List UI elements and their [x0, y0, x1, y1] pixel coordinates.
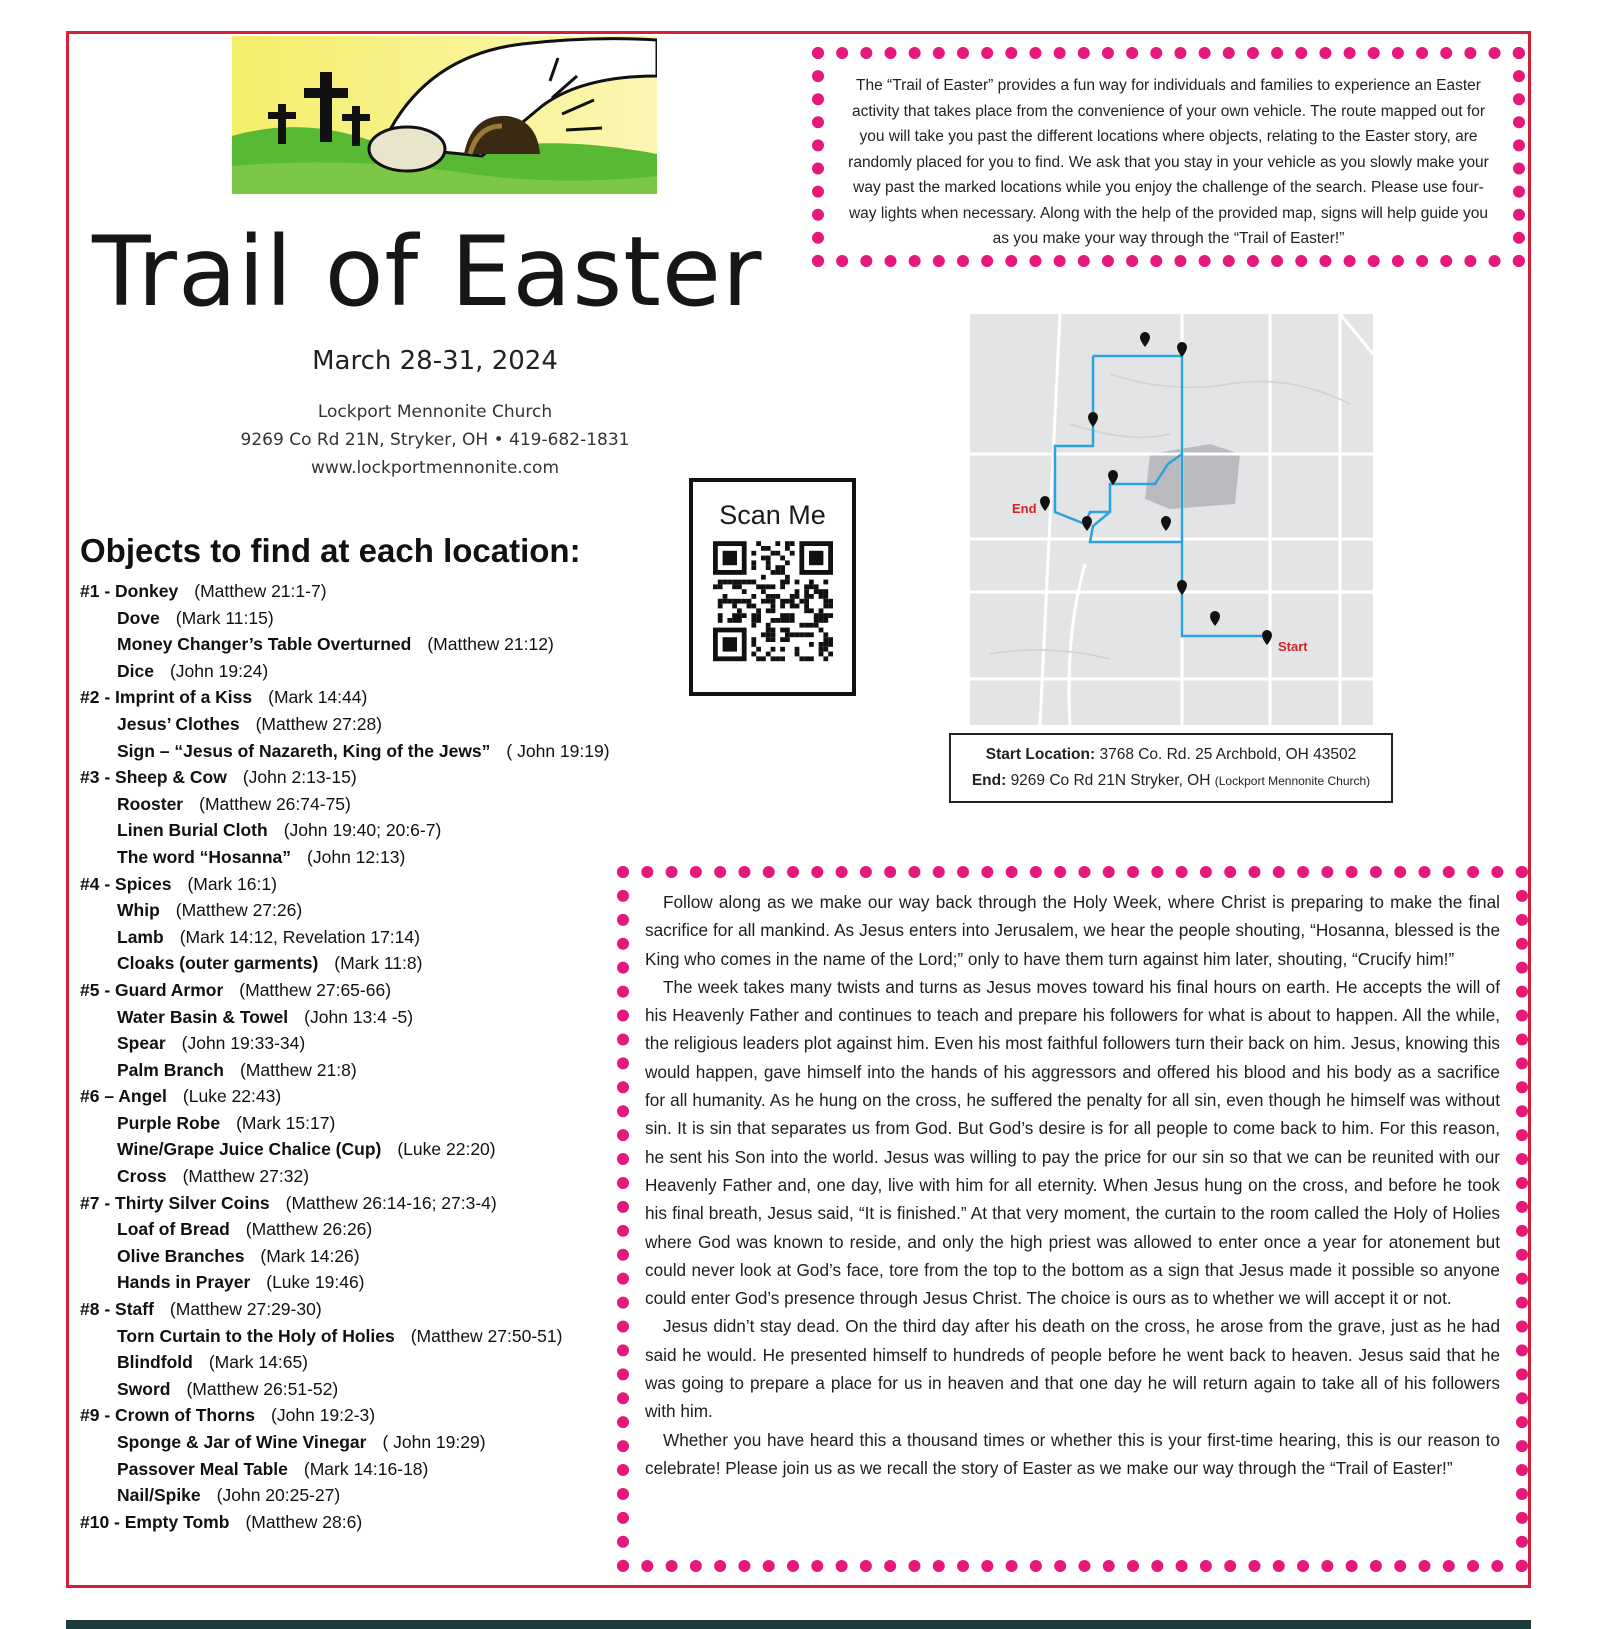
- object-item: [80, 605, 620, 632]
- object-item: [80, 791, 620, 818]
- object-name: Dove: [117, 607, 160, 628]
- object-reference: (Matthew 27:65-66): [239, 979, 392, 1000]
- object-reference: (Matthew 26:74-75): [199, 793, 351, 814]
- object-number: #1 -: [80, 581, 116, 601]
- story-paragraph: Whether you have heard this a thousand times or whether this is your first-time hearing, this is our reason to celebrate! Please join us as we recall the story of Easter as we make our way through the “Trail of Easter!”: [645, 1429, 1500, 1478]
- start-key: Start Location:: [985, 746, 1096, 763]
- route-map: [970, 314, 1373, 725]
- object-reference: (John 19:33-34): [181, 1033, 306, 1054]
- objects-heading: Objects to find at each location:: [80, 532, 581, 569]
- object-reference: (Matthew 26:51-52): [186, 1378, 339, 1399]
- object-reference: ( John 19:19): [506, 740, 610, 761]
- object-item: [80, 764, 620, 791]
- object-reference: (Matthew 21:12): [427, 634, 554, 655]
- object-item: [80, 1323, 620, 1350]
- object-name: Donkey: [115, 581, 179, 601]
- object-reference: (John 12:13): [307, 846, 406, 867]
- object-name: Torn Curtain to the Holy of Holies: [117, 1325, 395, 1346]
- object-item: [80, 924, 620, 951]
- object-reference: (John 2:13-15): [242, 767, 357, 788]
- object-reference: (Mark 14:65): [208, 1352, 309, 1373]
- object-item: [80, 1376, 620, 1403]
- object-number: #6 –: [80, 1086, 119, 1107]
- church-info: [220, 398, 650, 482]
- object-item: [80, 1216, 620, 1243]
- object-name: Rooster: [117, 793, 184, 814]
- object-item: [80, 977, 620, 1004]
- object-item: [80, 1429, 620, 1456]
- object-name: Wine/Grape Juice Chalice (Cup): [117, 1139, 382, 1160]
- object-name: Jesus’ Clothes: [117, 713, 240, 734]
- object-reference: (Matthew 27:26): [175, 900, 303, 921]
- intro-text: The “Trail of Easter” provides a fun way for individuals and families to experience an Easter activity that takes place from the convenience of your own vehicle. The route mapped out for you will take you past the different locations where objects, relating to the Easter story, are randomly placed for you to find. We ask that you stay in your vehicle as you slowly make your way past the marked locations while you enjoy the challenge of the search. Please use four-way lights when necessary. Along with the help of the provided map, signs will help guide you as you make your way through the “Trail of Easter!”: [848, 77, 1489, 247]
- object-item: [80, 1057, 620, 1084]
- event-date: March 28-31, 2024: [312, 346, 558, 376]
- empty-tomb-illustration: [232, 36, 657, 194]
- qr-caption: Scan Me: [719, 500, 826, 530]
- object-item: [80, 1083, 620, 1110]
- object-reference: (Matthew 27:32): [182, 1166, 310, 1187]
- object-item: [80, 658, 620, 685]
- object-reference: (Matthew 27:28): [255, 713, 383, 734]
- object-reference: ( John 19:29): [382, 1432, 486, 1452]
- object-name: Linen Burial Cloth: [117, 820, 268, 841]
- object-item: [80, 1004, 620, 1031]
- story-paragraph: Jesus didn’t stay dead. On the third day after his death on the cross, he arose from the grave, just as he had said he would. He presented himself to hundreds of people before he went back to heaven. Jesus said that he was going to prepare a place for us in heaven and that one day he will return again to take all of his followers with him.: [645, 1316, 1500, 1422]
- object-reference: (Mark 16:1): [187, 873, 277, 894]
- object-name: Purple Robe: [117, 1112, 221, 1133]
- object-item: [80, 1296, 620, 1323]
- object-name: Angel: [118, 1086, 167, 1107]
- object-reference: (Matthew 21:1-7): [194, 581, 327, 601]
- object-item: [80, 738, 620, 765]
- object-reference: (Matthew 21:8): [239, 1059, 357, 1080]
- object-reference: (Matthew 27:50-51): [410, 1325, 563, 1346]
- objects-list: [80, 578, 620, 1535]
- end-value: 9269 Co Rd 21N Stryker, OH: [1010, 772, 1211, 789]
- object-name: The word “Hosanna”: [117, 846, 292, 867]
- end-key: End:: [971, 772, 1007, 789]
- object-name: Cross: [117, 1166, 167, 1187]
- object-item: [80, 1509, 620, 1536]
- object-name: Olive Branches: [117, 1245, 245, 1266]
- page-title: Trail of Easter: [92, 216, 763, 328]
- bottom-bar: [66, 1620, 1531, 1629]
- object-reference: (John 20:25-27): [216, 1485, 341, 1506]
- object-reference: (John 13:4 -5): [304, 1006, 414, 1027]
- object-number: #5 -: [80, 979, 116, 1000]
- object-item: [80, 1243, 620, 1270]
- start-value: 3768 Co. Rd. 25 Archbold, OH 43502: [1099, 746, 1357, 763]
- object-item: [80, 950, 620, 977]
- object-name: Palm Branch: [117, 1059, 224, 1080]
- story-paragraph: The week takes many twists and turns as Jesus moves toward his final hours on earth. He accepts the will of his Heavenly Father and continues to teach and prepare his followers for what is about to happen. All the while, the religious leaders plot against him. Even his most faithful followers turn their back on him. Jesus, knowing this would happen, gave himself into the hands of his aggressors and offered his blood and his body as a sacrifice for all humanity. As he hung on the cross, he suffered the penalty for all sin, even though he himself was without sin. It is sin that separates us from God. But God’s desire is for all people to come back to him. For this reason, he sent his Son into the world. Jesus was willing to pay the price for our sin so that we can be reunited with our Heavenly Father and, one day, live with him for all eternity. When Jesus hung on the cross, and before he took his final breath, Jesus said, “It is finished.” At that very moment, the curtain to the room called the Holy of Holies where God was known to reside, and only the high priest was allowed to enter once a year for atonement but could never look at God’s face, tore from the top to the bottom as a sign that Jesus made it possible so anyone could enter God’s presence through Jesus Christ. The choice is ours as to whether we will accept it or not.: [645, 976, 1500, 1309]
- object-name: Sheep & Cow: [115, 767, 227, 788]
- object-item: [80, 631, 620, 658]
- object-number: #8 -: [80, 1299, 116, 1320]
- church-website[interactable]: www.lockportmennonite.com: [310, 458, 560, 478]
- object-name: Spear: [117, 1033, 166, 1054]
- qr-code-box[interactable]: [689, 478, 856, 696]
- qr-code-icon[interactable]: [713, 541, 833, 671]
- object-reference: (Mark 14:16-18): [303, 1458, 429, 1479]
- object-reference: (Mark 14:26): [260, 1245, 360, 1266]
- object-item: [80, 1030, 620, 1057]
- object-name: Blindfold: [117, 1352, 193, 1373]
- object-item: [80, 578, 620, 605]
- church-address: 9269 Co Rd 21N, Stryker, OH • 419-682-1831: [240, 430, 630, 450]
- object-reference: (Mark 15:17): [236, 1112, 336, 1133]
- story-box: [617, 866, 1528, 1572]
- object-name: Spices: [115, 873, 172, 894]
- locations-box: [949, 733, 1393, 803]
- object-reference: (Mark 11:15): [175, 607, 274, 628]
- object-name: Whip: [117, 900, 160, 921]
- object-number: #2 -: [80, 687, 116, 708]
- object-name: Cloaks (outer garments): [117, 953, 319, 974]
- end-note: (Lockport Mennonite Church): [1214, 774, 1371, 788]
- object-name: Empty Tomb: [124, 1511, 230, 1532]
- intro-box: [812, 47, 1525, 267]
- object-item: [80, 711, 620, 738]
- object-name: Dice: [117, 660, 154, 681]
- object-reference: (Mark 11:8): [334, 953, 423, 974]
- object-number: #4 -: [80, 873, 116, 894]
- object-name: Nail/Spike: [117, 1485, 201, 1506]
- object-name: Crown of Thorns: [115, 1405, 256, 1426]
- object-reference: (Matthew 28:6): [245, 1511, 363, 1532]
- object-reference: (Mark 14:12, Revelation 17:14): [179, 926, 420, 947]
- object-name: Guard Armor: [115, 979, 224, 1000]
- object-item: [80, 1482, 620, 1509]
- object-item: [80, 844, 620, 871]
- object-name: Sign – “Jesus of Nazareth, King of the Jews”: [117, 740, 491, 761]
- object-number: #9 -: [80, 1405, 116, 1426]
- object-item: [80, 684, 620, 711]
- object-number: #10 -: [80, 1511, 125, 1532]
- object-name: Imprint of a Kiss: [115, 687, 253, 708]
- object-name: Hands in Prayer: [117, 1272, 251, 1293]
- object-item: [80, 1163, 620, 1190]
- map-end-label: End: [1012, 501, 1037, 516]
- story-paragraph: Follow along as we make our way back through the Holy Week, where Christ is preparing to make the final sacrifice for all mankind. As Jesus enters into Jerusalem, we hear the people shouting, “Hosanna, blessed is the King who comes in the name of the Lord;” only to have them turn against him later, shouting, “Crucify him!”: [645, 892, 1500, 969]
- object-item: [80, 1349, 620, 1376]
- object-name: Money Changer’s Table Overturned: [117, 634, 412, 655]
- object-name: Lamb: [117, 926, 164, 947]
- object-reference: (Matthew 27:29-30): [169, 1299, 322, 1320]
- object-item: [80, 1402, 620, 1429]
- object-reference: (John 19:2-3): [271, 1405, 376, 1426]
- object-item: [80, 871, 620, 898]
- object-name: Thirty Silver Coins: [115, 1192, 270, 1213]
- object-reference: (John 19:24): [169, 660, 269, 681]
- object-item: [80, 897, 620, 924]
- object-item: [80, 1190, 620, 1217]
- church-name: Lockport Mennonite Church: [317, 402, 553, 422]
- object-item: [80, 1136, 620, 1163]
- object-name: Water Basin & Towel: [117, 1006, 289, 1027]
- object-reference: (John 19:40; 20:6-7): [283, 820, 442, 841]
- object-item: [80, 1110, 620, 1137]
- object-reference: (Luke 22:43): [182, 1086, 282, 1107]
- object-name: Passover Meal Table: [117, 1458, 288, 1479]
- map-start-label: Start: [1278, 639, 1308, 654]
- object-item: [80, 1269, 620, 1296]
- object-reference: (Luke 22:20): [397, 1139, 496, 1160]
- object-reference: (Mark 14:44): [268, 687, 368, 708]
- object-item: [80, 1456, 620, 1483]
- object-name: Loaf of Bread: [117, 1219, 230, 1240]
- object-number: #3 -: [80, 767, 116, 788]
- object-name: Sword: [117, 1378, 171, 1399]
- object-name: Sponge & Jar of Wine Vinegar: [117, 1432, 367, 1452]
- object-number: #7 -: [80, 1192, 116, 1213]
- object-reference: (Luke 19:46): [266, 1272, 365, 1293]
- object-reference: (Matthew 26:14-16; 27:3-4): [285, 1192, 497, 1213]
- object-name: Staff: [115, 1299, 154, 1320]
- object-reference: (Matthew 26:26): [245, 1219, 373, 1240]
- object-item: [80, 817, 620, 844]
